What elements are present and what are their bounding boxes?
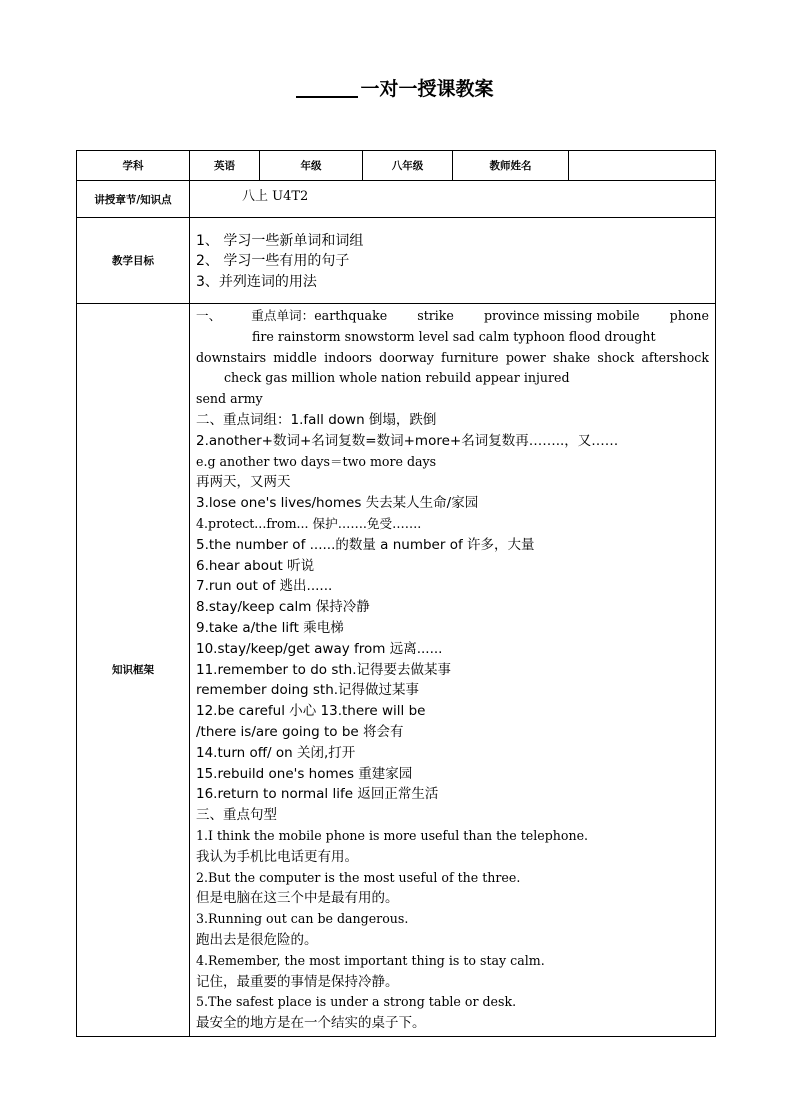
vocab-word: shake <box>552 349 591 365</box>
phrase-line: 14.turn off/ on 关闭,打开 <box>196 744 356 761</box>
knowledge-body <box>190 304 715 1036</box>
phrase-line: 12.be careful 小心 13.there will be <box>196 703 426 720</box>
sentences-title: 三、重点句型 <box>196 807 277 824</box>
lesson-plan-table <box>76 150 716 1037</box>
sentence-line: 跑出去是很危险的。 <box>196 931 318 948</box>
vocab-word: middle <box>273 349 317 365</box>
vocab-word: aftershock <box>641 349 709 365</box>
sentence-line: 记住，最重要的事情是保持冷静。 <box>196 973 399 990</box>
grade-value: 八年级 <box>363 151 453 181</box>
vocab-line: fire rainstorm snowstorm level sad calm typhoon flood drought <box>252 328 656 344</box>
vocab-line: check gas million whole nation rebuild appear injured <box>224 370 570 386</box>
knowledge-cell <box>190 304 716 1037</box>
vocab-word: phone <box>669 308 709 323</box>
chapter-row <box>77 181 716 218</box>
chapter-value: 八上 U4T2 <box>242 188 309 204</box>
header-row <box>77 151 716 181</box>
goal-item: 3、并列连词的用法 <box>196 273 317 290</box>
title-blank <box>296 78 358 98</box>
phrase-line: 10.stay/keep/get away from 远离...... <box>196 640 443 657</box>
phrase-line: 再两天，又两天 <box>196 474 291 491</box>
sentence-line: 2.But the computer is the most useful of the three. <box>196 869 521 885</box>
subject-label: 学科 <box>77 151 190 181</box>
phrase-line: 6.hear about 听说 <box>196 557 315 574</box>
grade-label: 年级 <box>260 151 363 181</box>
knowledge-label: 知识框架 <box>77 304 190 1037</box>
vocab-line <box>196 306 709 327</box>
knowledge-row <box>77 304 716 1037</box>
sentence-line: 1.I think the mobile phone is more useful than the telephone. <box>196 827 589 843</box>
sentence-line: 3.Running out can be dangerous. <box>196 911 409 927</box>
goals-label: 教学目标 <box>77 218 190 304</box>
phrase-line: 二、重点词组：1.fall down 倒塌，跌倒 <box>196 411 437 428</box>
phrase-line: /there is/are going to be 将会有 <box>196 723 404 740</box>
vocab-word: power <box>505 349 546 365</box>
goals-row <box>77 218 716 304</box>
sentence-line: 4.Remember, the most important thing is to stay calm. <box>196 952 545 968</box>
vocab-line <box>196 348 709 369</box>
phrase-line: 4.protect...from... 保护…….免受……. <box>196 515 422 531</box>
vocab-word: shock <box>597 349 635 365</box>
phrase-line: 3.lose one's lives/homes 失去某人生命/家园 <box>196 495 479 512</box>
vocab-word: downstairs <box>196 349 267 365</box>
phrase-line: 2.another+数词+名词复数=数词+more+名词复数再……..，又…… <box>196 432 619 449</box>
goal-item: 1、 学习一些新单词和词组 <box>196 232 364 249</box>
vocab-word: 重点单词：earthquake <box>251 308 388 323</box>
teacher-label: 教师姓名 <box>453 151 569 181</box>
phrase-line: 8.stay/keep calm 保持冷静 <box>196 599 370 616</box>
phrase-line: 7.run out of 逃出...... <box>196 578 333 595</box>
sentence-line: 我认为手机比电话更有用。 <box>196 848 358 865</box>
phrase-line: 9.take a/the lift 乘电梯 <box>196 619 344 636</box>
subject-value: 英语 <box>190 151 260 181</box>
vocab-word: 一、 <box>196 308 222 323</box>
vocab-word: indoors <box>324 349 372 365</box>
goal-item: 2、 学习一些有用的句子 <box>196 253 350 270</box>
teacher-value[interactable] <box>569 151 716 181</box>
vocab-word: furniture <box>441 349 499 365</box>
phrase-line: 11.remember to do sth.记得要去做某事 <box>196 661 451 678</box>
goals-list <box>190 225 715 297</box>
phrase-line: 16.return to normal life 返回正常生活 <box>196 786 439 803</box>
vocab-word: strike <box>417 308 454 323</box>
phrase-line: remember doing sth.记得做过某事 <box>196 682 420 699</box>
goals-cell <box>190 218 716 304</box>
chapter-cell <box>190 181 716 218</box>
page-title <box>0 74 790 101</box>
phrase-line: e.g another two days＝two more days <box>196 453 437 469</box>
vocab-word: province missing mobile <box>483 308 640 323</box>
phrase-line: 15.rebuild one's homes 重建家园 <box>196 765 413 782</box>
sentence-line: 最安全的地方是在一个结实的桌子下。 <box>196 1015 426 1032</box>
sentence-line: 5.The safest place is under a strong table or desk. <box>196 994 517 1010</box>
phrase-line: 5.the number of ......的数量 a number of 许多，大量 <box>196 536 535 553</box>
title-text: 一对一授课教案 <box>360 78 494 100</box>
vocab-word: doorway <box>379 349 434 365</box>
vocab-line: send army <box>196 391 263 407</box>
chapter-label: 讲授章节/知识点 <box>77 181 190 218</box>
sentence-line: 但是电脑在这三个中是最有用的。 <box>196 890 399 907</box>
